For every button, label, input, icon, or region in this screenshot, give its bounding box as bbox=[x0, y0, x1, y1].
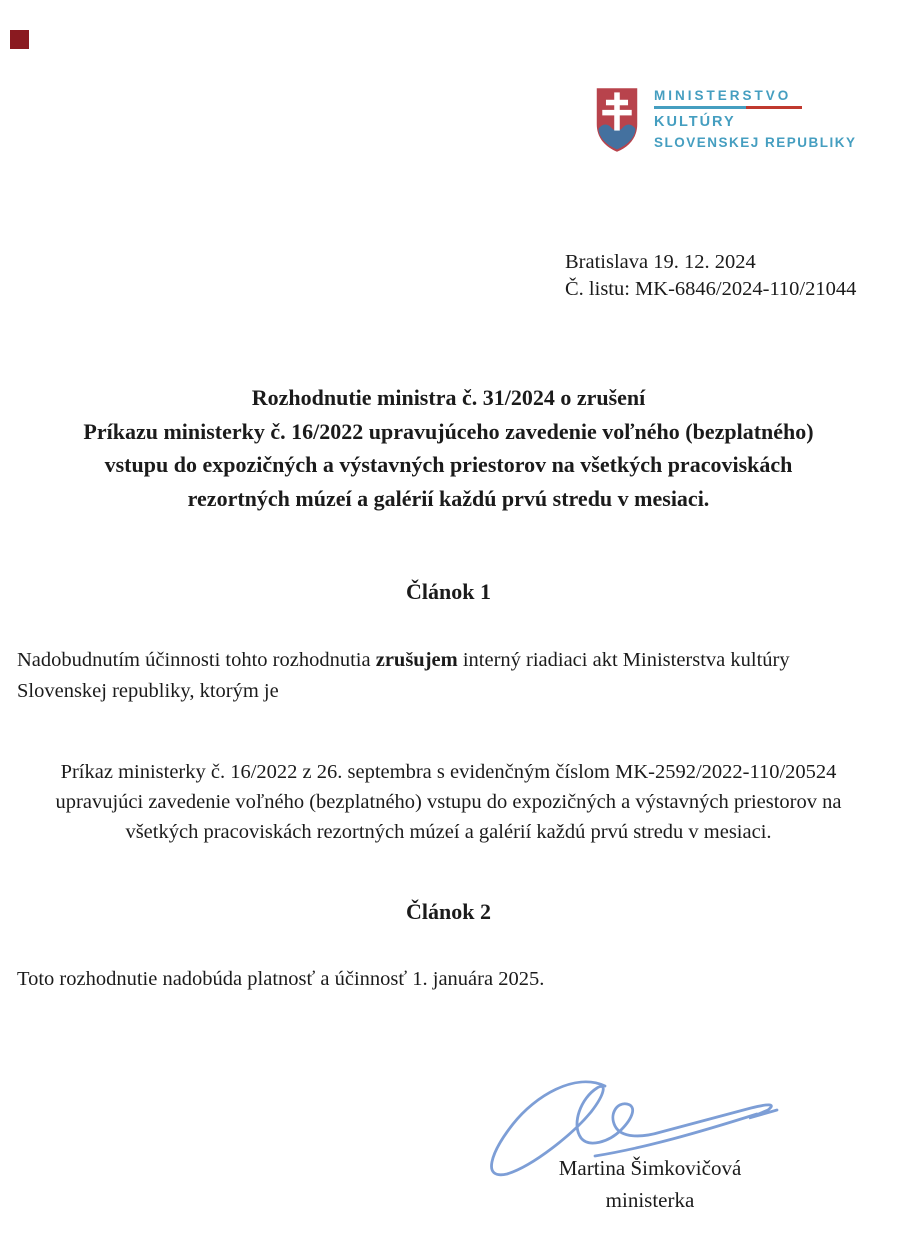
logo-line-slovenskej-republiky: SLOVENSKEJ REPUBLIKY bbox=[654, 134, 857, 150]
title-line: rezortných múzeí a galérií každú prvú stredu v mesiaci. bbox=[187, 485, 710, 511]
article-1-paragraph-2 bbox=[0, 757, 897, 847]
logo-underline-blue bbox=[654, 106, 746, 109]
title-line: Príkazu ministerky č. 16/2022 upravujúceho zavedenie voľného (bezplatného) bbox=[83, 418, 814, 444]
signatory-name: Martina Šimkovičová bbox=[558, 1156, 742, 1180]
para2-line: upravujúci zavedenie voľného (bezplatného) vstupu do expozičných a výstavných priestorov na bbox=[55, 791, 842, 813]
title-line: Rozhodnutie ministra č. 31/2024 o zrušení bbox=[251, 385, 646, 410]
logo-line-kultury: KULTÚRY bbox=[654, 113, 736, 130]
para1-text-before: Nadobudnutím účinnosti tohto rozhodnutia bbox=[17, 649, 376, 671]
document-title bbox=[0, 381, 897, 515]
signatory-role: ministerka bbox=[605, 1188, 695, 1212]
article-1-paragraph-1 bbox=[17, 645, 869, 707]
article-1-heading: Článok 1 bbox=[406, 579, 491, 604]
corner-mark bbox=[10, 30, 29, 49]
logo-line-ministerstvo: MINISTERSTVO bbox=[654, 88, 792, 103]
ministry-logo-text bbox=[654, 86, 857, 154]
place-date: Bratislava 19. 12. 2024 bbox=[565, 251, 756, 273]
logo-underline bbox=[654, 106, 802, 109]
reference-number: Č. listu: MK-6846/2024-110/21044 bbox=[565, 278, 857, 300]
title-line: vstupu do expozičných a výstavných priestorov na všetkých pracoviskách bbox=[104, 452, 793, 477]
para2-line: všetkých pracoviskách rezortných múzeí a galérií každú prvú stredu v mesiaci. bbox=[125, 821, 772, 843]
header-block bbox=[565, 249, 856, 303]
slovak-coat-of-arms-icon bbox=[594, 86, 640, 154]
logo-underline-red bbox=[746, 106, 802, 109]
para2-line: Príkaz ministerky č. 16/2022 z 26. septembra s evidenčným číslom MK-2592/2022-110/20524 bbox=[60, 761, 837, 783]
para1-bold-word: zrušujem bbox=[375, 649, 458, 671]
ministry-logo bbox=[594, 86, 857, 154]
article-2-paragraph: Toto rozhodnutie nadobúda platnosť a účinnosť 1. januára 2025. bbox=[17, 968, 545, 990]
article-2-heading: Článok 2 bbox=[406, 899, 491, 924]
para1-text-after: interný riadiaci akt Ministerstva kultúry Slovenskej republiky, ktorým je bbox=[17, 649, 790, 702]
